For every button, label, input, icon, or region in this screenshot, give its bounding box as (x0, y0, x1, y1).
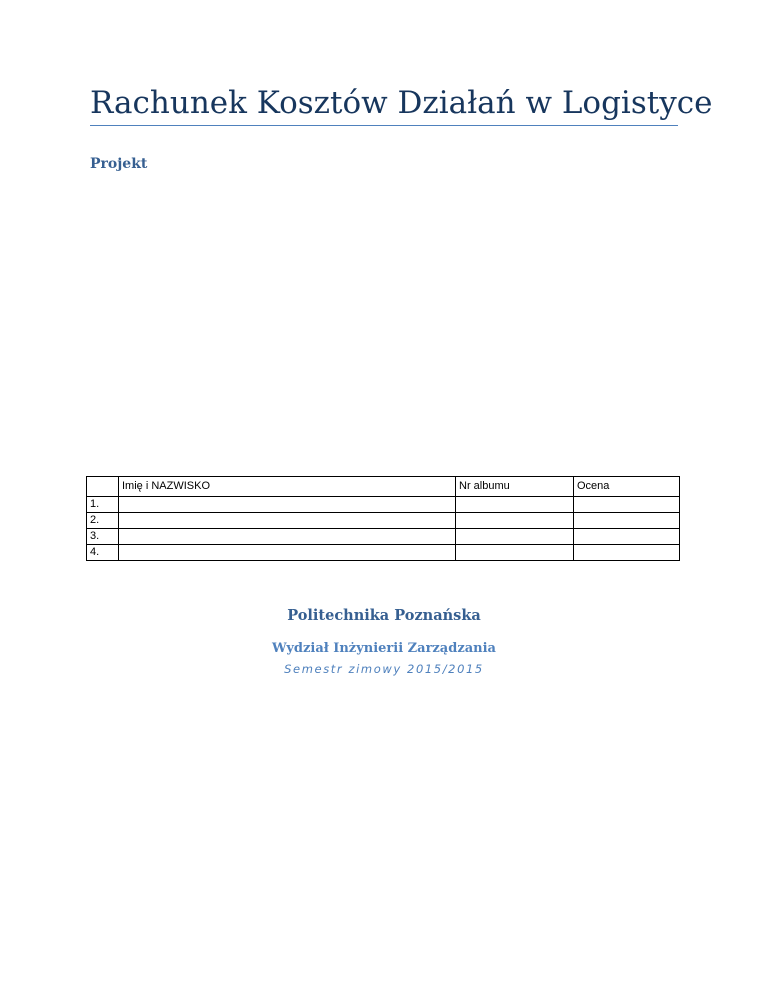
header-index-cell (87, 477, 119, 497)
row-album-cell[interactable] (456, 529, 574, 545)
page-title: Rachunek Kosztów Działań w Logistyce (90, 85, 713, 121)
row-album-cell[interactable] (456, 513, 574, 529)
row-name-cell[interactable] (119, 513, 456, 529)
table-header-row (87, 477, 680, 497)
members-table (86, 476, 680, 561)
row-grade-cell[interactable] (574, 497, 680, 513)
header-album-cell: Nr albumu (456, 477, 574, 497)
row-name-cell[interactable] (119, 497, 456, 513)
row-index-cell: 2. (87, 513, 119, 529)
document-subtitle: Projekt (90, 156, 148, 172)
table-row (87, 497, 680, 513)
table-row (87, 529, 680, 545)
semester-label: Semestr zimowy 2015/2015 (284, 662, 484, 676)
row-album-cell[interactable] (456, 545, 574, 561)
table-row (87, 513, 680, 529)
row-name-cell[interactable] (119, 545, 456, 561)
header-grade-cell: Ocena (574, 477, 680, 497)
row-grade-cell[interactable] (574, 513, 680, 529)
row-album-cell[interactable] (456, 497, 574, 513)
row-grade-cell[interactable] (574, 529, 680, 545)
faculty-name: Wydział Inżynierii Zarządzania (272, 641, 496, 656)
row-index-cell: 4. (87, 545, 119, 561)
row-name-cell[interactable] (119, 529, 456, 545)
table-row (87, 545, 680, 561)
title-underline (90, 125, 678, 126)
row-index-cell: 1. (87, 497, 119, 513)
row-index-cell: 3. (87, 529, 119, 545)
header-name-cell: Imię i NAZWISKO (119, 477, 456, 497)
row-grade-cell[interactable] (574, 545, 680, 561)
university-name: Politechnika Poznańska (287, 607, 481, 624)
